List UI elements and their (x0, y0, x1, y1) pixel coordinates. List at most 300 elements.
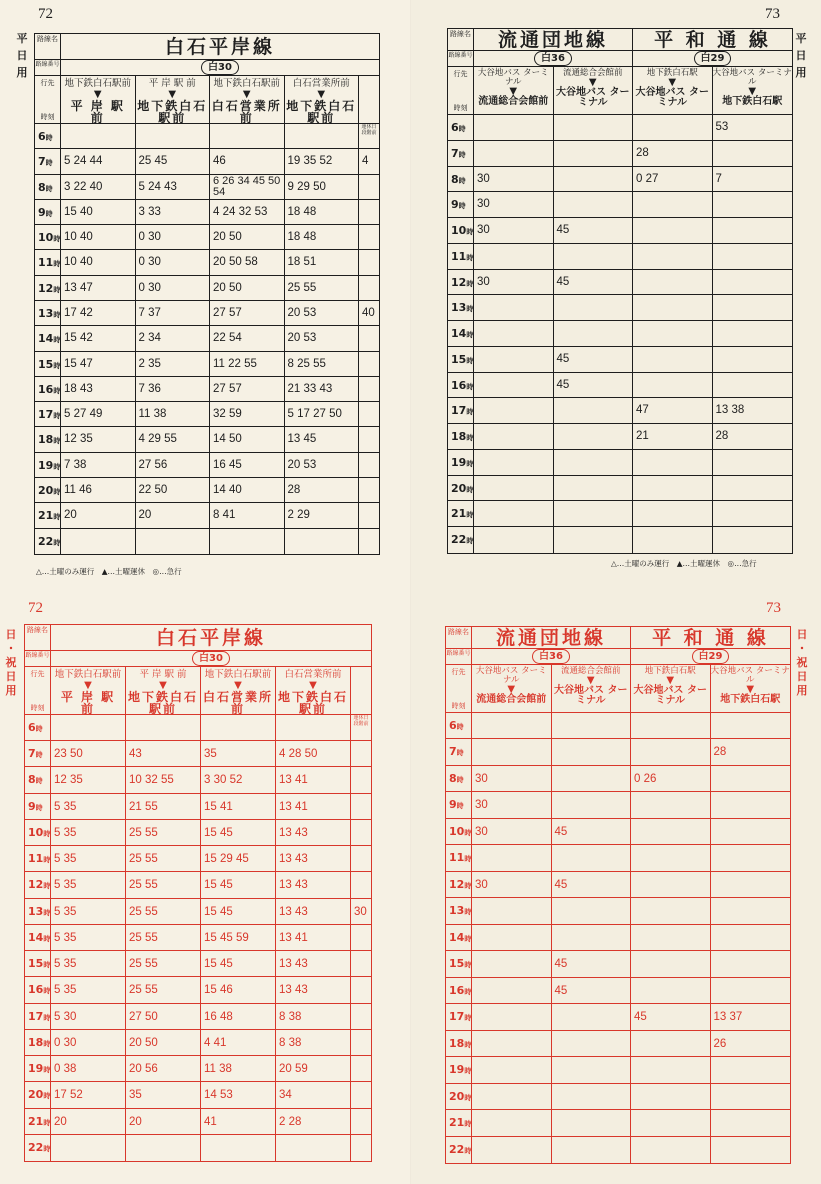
departure-times (631, 951, 711, 976)
departure-times (472, 1110, 552, 1135)
row-note (351, 767, 371, 792)
timetable (447, 28, 793, 554)
departure-times (633, 192, 713, 217)
hour-number: 13 (28, 904, 44, 918)
departure-times: 20 50 (210, 276, 285, 300)
hour-suffix: 時 (53, 336, 61, 345)
hour-row (25, 767, 371, 793)
from-stop: 地下鉄白石駅前 (64, 78, 131, 89)
row-note (351, 741, 371, 766)
direction-header (631, 665, 711, 712)
hour-label (25, 767, 51, 792)
departure-times (631, 1110, 711, 1135)
hour-number: 21 (449, 1116, 465, 1130)
route-badge: 白30 (192, 651, 230, 666)
line-name-label: 路線名 (25, 625, 51, 650)
hour-label (35, 301, 61, 325)
side-char: 日 (16, 49, 28, 62)
hour-number: 12 (28, 878, 44, 892)
hour-number: 9 (449, 798, 457, 812)
hour-suffix: 時 (466, 228, 474, 236)
row-note (359, 225, 379, 249)
departure-times (631, 1084, 711, 1109)
dest-time-label (35, 76, 61, 123)
route-cell (633, 51, 792, 66)
side-char: 祝 (5, 656, 17, 669)
hour-number: 15 (449, 957, 465, 971)
hour-suffix: 時 (53, 386, 61, 395)
hour-label (448, 450, 474, 475)
route-row (446, 649, 790, 665)
departure-times (713, 218, 793, 243)
line-title: 平 和 通 線 (654, 29, 771, 50)
departure-times: 10 40 (61, 250, 136, 274)
departure-times (552, 1110, 632, 1135)
departure-times (711, 925, 791, 950)
departure-times (474, 527, 554, 553)
departure-times: 0 30 (136, 250, 211, 274)
hour-suffix: 時 (35, 751, 43, 760)
departure-times: 5 17 27 50 (285, 402, 360, 426)
hour-suffix: 時 (464, 855, 472, 864)
departure-times (554, 527, 634, 553)
to-stop: 地下鉄白石駅 (720, 694, 781, 705)
departure-times (474, 373, 554, 398)
departure-times (552, 739, 632, 764)
hour-row (446, 898, 790, 924)
hour-label (35, 453, 61, 477)
hour-row (35, 453, 379, 478)
page-number: 73 (766, 600, 781, 616)
departure-times: 9 29 50 (285, 175, 360, 199)
line-name-label: 路線名 (35, 34, 61, 59)
departure-times (472, 925, 552, 950)
departure-times: 13 43 (276, 872, 351, 897)
departure-times: 5 35 (51, 977, 126, 1002)
departure-times (633, 218, 713, 243)
hour-suffix: 時 (35, 803, 43, 812)
note-column-header (351, 667, 371, 714)
departure-times (201, 1135, 276, 1161)
arrow-down-icon: ▼ (507, 684, 516, 695)
side-char: 平 (795, 32, 807, 45)
hour-number: 21 (38, 509, 54, 523)
hour-row (35, 225, 379, 250)
side-char: ・ (5, 642, 17, 655)
departure-times: 5 35 (51, 820, 126, 845)
departure-times (472, 739, 552, 764)
row-note (359, 427, 379, 451)
side-label (16, 30, 28, 81)
hour-number: 22 (28, 1140, 44, 1154)
hour-suffix: 時 (53, 513, 61, 522)
departure-times (51, 715, 126, 740)
departure-times: 15 29 45 (201, 846, 276, 871)
side-char: 平 (16, 32, 28, 45)
hour-number: 12 (449, 877, 465, 891)
row-note (351, 1109, 371, 1134)
departure-times: 35 (201, 741, 276, 766)
side-char: 日 (5, 670, 17, 683)
departure-times (711, 819, 791, 844)
departure-times: 45 (554, 373, 634, 398)
hour-suffix: 時 (53, 285, 61, 294)
hour-label (35, 175, 61, 199)
hour-row (25, 951, 371, 977)
hour-number: 18 (451, 430, 467, 443)
hour-number: 7 (38, 155, 46, 169)
page-number: 72 (28, 600, 43, 616)
departure-times: 20 53 (285, 326, 360, 350)
arrow-down-icon: ▼ (666, 675, 675, 686)
hour-suffix: 時 (35, 777, 43, 786)
departure-times: 13 41 (276, 925, 351, 950)
departure-times: 25 55 (126, 846, 201, 871)
departure-times (633, 476, 713, 501)
departure-times (276, 715, 351, 740)
hour-row (35, 427, 379, 452)
departure-times: 45 (552, 951, 632, 976)
hour-row (35, 175, 379, 200)
hour-number: 10 (38, 231, 54, 245)
hour-row (25, 925, 371, 951)
hour-suffix: 時 (45, 209, 53, 218)
departure-times: 7 36 (136, 377, 211, 401)
hour-suffix: 時 (466, 408, 474, 417)
note-column-header (359, 76, 379, 123)
hour-row (448, 527, 792, 553)
departure-times: 8 38 (276, 1004, 351, 1029)
hour-suffix: 時 (464, 1120, 472, 1129)
hour-suffix: 時 (464, 934, 472, 943)
hour-label (35, 250, 61, 274)
hour-label (25, 977, 51, 1002)
hour-suffix: 時 (43, 1092, 51, 1101)
title-row (446, 627, 790, 649)
hour-suffix: 時 (456, 749, 464, 758)
hour-label (446, 1057, 472, 1082)
hour-number: 14 (28, 930, 44, 944)
departure-times: 34 (276, 1082, 351, 1107)
departure-times (554, 295, 634, 320)
row-note (351, 977, 371, 1002)
hour-row (25, 1030, 371, 1056)
departure-times (631, 978, 711, 1003)
row-note (359, 175, 379, 199)
hour-suffix: 時 (45, 134, 53, 142)
hour-label (35, 200, 61, 224)
departure-times: 25 55 (126, 951, 201, 976)
direction-header (552, 665, 632, 712)
departure-times (472, 951, 552, 976)
departure-times: 13 43 (276, 820, 351, 845)
departure-times (631, 819, 711, 844)
direction-header (472, 665, 552, 712)
hour-row (25, 1004, 371, 1030)
hour-row (25, 899, 371, 925)
departure-times: 20 50 (210, 225, 285, 249)
hour-row (35, 301, 379, 326)
direction-header (201, 667, 276, 714)
hour-label (25, 1082, 51, 1107)
hour-label (25, 741, 51, 766)
hour-label (446, 819, 472, 844)
hour-suffix: 時 (53, 437, 61, 446)
departure-times: 20 50 (126, 1030, 201, 1055)
departure-times (631, 713, 711, 738)
line-title: 流通団地線 (472, 627, 631, 648)
hour-suffix: 時 (43, 1013, 51, 1022)
side-char: 日 (796, 670, 808, 683)
hour-suffix: 時 (53, 538, 61, 547)
departure-times: 25 55 (285, 276, 360, 300)
hour-number: 18 (38, 433, 54, 447)
departure-times (474, 321, 554, 346)
departure-times: 18 48 (285, 225, 360, 249)
departure-times (711, 766, 791, 791)
departure-times (554, 398, 634, 423)
departure-times (713, 347, 793, 372)
departure-times (474, 424, 554, 449)
hour-row (25, 1082, 371, 1108)
departure-times (554, 450, 634, 475)
departure-times (631, 898, 711, 923)
departure-times: 45 (631, 1004, 711, 1029)
hour-label (25, 1056, 51, 1081)
departure-times (472, 1057, 552, 1082)
departure-times: 7 38 (61, 453, 136, 477)
departure-times: 0 27 (633, 167, 713, 192)
hour-label (35, 326, 61, 350)
hour-number: 18 (449, 1036, 465, 1050)
timetable (24, 624, 372, 1162)
side-char: 用 (796, 684, 808, 697)
destination-label: 行先 (40, 79, 55, 87)
hour-suffix: 時 (466, 279, 474, 288)
hour-number: 10 (449, 824, 465, 838)
departure-times (711, 872, 791, 897)
line-title: 平 和 通 線 (652, 627, 769, 648)
hour-number: 19 (38, 458, 54, 472)
departure-times (474, 295, 554, 320)
hour-suffix: 時 (464, 881, 472, 890)
arrow-down-icon: ▼ (159, 680, 167, 691)
departure-times (631, 1031, 711, 1056)
departure-times (552, 1084, 632, 1109)
hour-number: 6 (451, 121, 459, 134)
departure-times (711, 792, 791, 817)
departure-times: 27 57 (210, 301, 285, 325)
hour-label (25, 846, 51, 871)
from-stop: 地下鉄白石駅前 (204, 669, 272, 680)
row-note (359, 200, 379, 224)
hour-suffix: 時 (45, 159, 53, 168)
destination-label: 行先 (30, 670, 45, 678)
row-note (351, 1135, 371, 1161)
departure-times: 2 35 (136, 352, 211, 376)
departure-times: 30 (472, 792, 552, 817)
hour-row (35, 276, 379, 301)
hour-label (448, 347, 474, 372)
hour-suffix: 時 (43, 908, 51, 917)
legend: △…土曜のみ運行 ▲…土曜運休 ◎…急行 (36, 567, 182, 576)
side-char: 用 (5, 684, 17, 697)
destination-row (25, 667, 371, 715)
departure-times (474, 450, 554, 475)
hour-row (25, 741, 371, 767)
departure-times: 7 37 (136, 301, 211, 325)
departure-times (61, 529, 136, 554)
departure-times: 3 33 (136, 200, 211, 224)
departure-times: 20 (126, 1109, 201, 1134)
hour-suffix: 時 (43, 1118, 51, 1127)
hour-suffix: 時 (464, 1093, 472, 1102)
departure-times (554, 192, 634, 217)
hour-suffix: 時 (45, 184, 53, 193)
hour-number: 22 (38, 534, 54, 548)
departure-times: 23 50 (51, 741, 126, 766)
hour-number: 9 (28, 799, 36, 813)
hour-label (25, 1109, 51, 1134)
row-note (359, 377, 379, 401)
hour-suffix: 時 (466, 305, 474, 314)
to-stop: 地下鉄白石駅前 (277, 690, 348, 714)
to-stop: 平 岸 駅 前 (70, 99, 125, 123)
row-note (359, 503, 379, 527)
departure-times (713, 373, 793, 398)
hour-label (448, 398, 474, 423)
row-note (359, 453, 379, 477)
hour-label (448, 424, 474, 449)
from-stop: 地下鉄白石駅 (646, 68, 698, 78)
departure-times (631, 925, 711, 950)
from-stop: 白石営業所前 (292, 78, 350, 89)
to-stop: 大谷地バス ターミナル (633, 685, 707, 706)
arrow-down-icon: ▼ (309, 680, 317, 691)
departure-times: 6 26 34 45 50 54 (210, 175, 285, 199)
hour-number: 17 (28, 1009, 44, 1023)
departure-times (711, 951, 791, 976)
departure-times: 5 30 (51, 1004, 126, 1029)
direction-header (126, 667, 201, 714)
hour-number: 8 (28, 773, 36, 787)
departure-times (711, 898, 791, 923)
departure-times: 30 (474, 270, 554, 295)
departure-times: 13 43 (276, 846, 351, 871)
hour-suffix: 時 (43, 987, 51, 996)
hour-label (446, 951, 472, 976)
departure-times (554, 476, 634, 501)
hour-row (35, 352, 379, 377)
departure-times: 30 (474, 167, 554, 192)
arrow-down-icon: ▼ (586, 675, 595, 686)
departure-times: 13 45 (285, 427, 360, 451)
to-stop: 白石営業所前 (202, 690, 273, 714)
hour-label (25, 820, 51, 845)
departure-times: 5 24 44 (61, 149, 136, 173)
departure-times (631, 792, 711, 817)
hour-suffix: 時 (466, 459, 474, 468)
hour-row (446, 1057, 790, 1083)
hour-label (35, 124, 61, 148)
departure-times (713, 270, 793, 295)
hour-row (35, 377, 379, 402)
page-weekday-left (0, 0, 410, 592)
hour-suffix: 時 (53, 310, 61, 319)
hour-row (35, 402, 379, 427)
line-name-label: 路線名 (446, 627, 472, 648)
row-note (359, 352, 379, 376)
hour-number: 18 (28, 1035, 44, 1049)
hour-label (25, 925, 51, 950)
to-stop: 大谷地バス ターミナル (556, 87, 630, 108)
hour-suffix: 時 (466, 434, 474, 442)
time-label: 時刻 (451, 702, 466, 710)
timetable (34, 33, 380, 555)
arrow-down-icon: ▼ (588, 77, 597, 88)
departure-times (631, 1137, 711, 1163)
direction-header (51, 667, 126, 714)
line-title: 流通団地線 (474, 29, 633, 50)
row-note (359, 402, 379, 426)
hour-row (35, 503, 379, 528)
side-label (795, 30, 807, 81)
departure-times: 16 45 (210, 453, 285, 477)
route-badge: 白36 (534, 51, 572, 66)
hour-row (25, 977, 371, 1003)
departure-times (201, 715, 276, 740)
side-label (5, 628, 17, 698)
departure-times: 20 50 58 (210, 250, 285, 274)
departure-times: 21 (633, 424, 713, 449)
hour-number: 16 (451, 378, 467, 392)
side-char: 日 (795, 49, 807, 62)
departure-times: 20 (51, 1109, 126, 1134)
departure-times (633, 450, 713, 475)
departure-times (552, 1137, 632, 1163)
hour-label (35, 427, 61, 451)
departure-times: 5 35 (51, 899, 126, 924)
hour-row (25, 715, 371, 741)
hour-suffix: 時 (456, 802, 464, 811)
departure-times (713, 141, 793, 166)
row-note (351, 794, 371, 819)
departure-times: 15 40 (61, 200, 136, 224)
hour-label (448, 321, 474, 346)
side-char: 日 (5, 628, 17, 641)
departure-times (633, 347, 713, 372)
row-note: 4 (362, 155, 369, 168)
hour-number: 6 (38, 130, 46, 143)
departure-times (713, 450, 793, 475)
hour-row (446, 978, 790, 1004)
departure-times: 45 (552, 872, 632, 897)
departure-times: 2 28 (276, 1109, 351, 1134)
route-num-label: 路線番号 (448, 51, 474, 66)
hour-label (446, 845, 472, 870)
route-row (35, 60, 379, 76)
departure-times (633, 270, 713, 295)
from-stop: 大谷地バス ターミナル (475, 666, 547, 685)
departure-times (633, 295, 713, 320)
hour-suffix: 時 (53, 487, 61, 496)
hour-suffix: 時 (456, 723, 464, 731)
hour-label (448, 115, 474, 140)
hour-row (25, 794, 371, 820)
hour-suffix: 時 (53, 412, 61, 421)
departure-times: 5 35 (51, 925, 126, 950)
hour-suffix: 時 (464, 1040, 472, 1049)
